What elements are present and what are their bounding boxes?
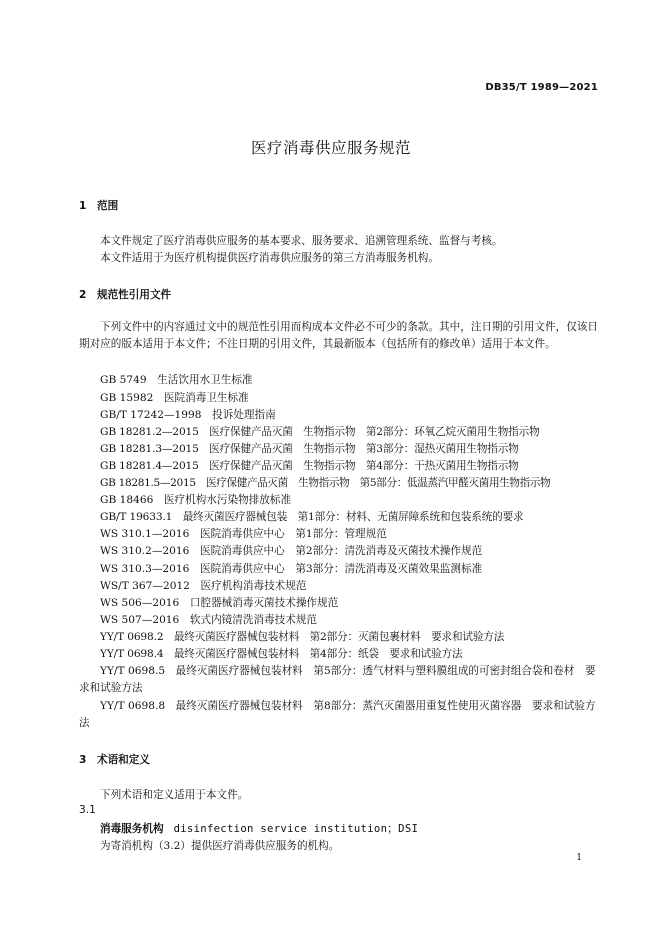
page-title: 医疗消毒供应服务规范 [250,139,411,157]
section-title: 规范性引用文件 [97,289,172,301]
section-number: 2 [79,289,87,301]
reference-item: WS 507—2016 软式内镜清洗消毒技术规范 [100,614,318,626]
reference-item: WS 310.1—2016 医院消毒供应中心 第1部分：管理规范 [100,528,387,540]
section-title: 范围 [97,200,119,212]
reference-item: GB 18281.4—2015 医疗保健产品灭菌 生物指示物 第4部分：干热灭菌用生物指示物 [100,460,519,472]
reference-item: WS 310.2—2016 医院消毒供应中心 第2部分：清洗消毒及灭菌技术操作规范 [100,545,483,557]
reference-item: WS 310.3—2016 医院消毒供应中心 第3部分：清洗消毒及灭菌效果监测标准 [100,563,483,575]
paragraph: 下列文件中的内容通过文中的规范性引用而构成本文件必不可少的条款。其中，注日期的引用文件，仅该日期对应的版本适用于本文件；不注日期的引用文件，其最新版本（包括所有的修改单）适用于本文件。 [79,321,598,350]
reference-item: GB 15982 医院消毒卫生标准 [100,392,249,404]
section-number: 1 [79,200,87,212]
term-chinese: 消毒服务机构 [100,823,164,835]
term-entry [100,821,418,836]
reference-item: GB 18281.3—2015 医疗保健产品灭菌 生物指示物 第3部分：湿热灭菌用生物指示物 [100,443,519,455]
reference-item: WS 506—2016 口腔器械消毒灭菌技术操作规范 [100,597,339,609]
section-2-heading [79,287,171,302]
reference-item: YY/T 0698.4 最终灭菌医疗器械包装材料 第4部分：纸袋 要求和试验方法 [100,648,463,660]
term-english: disinfection service institution；DSI [173,823,419,835]
section-number: 3 [79,754,87,766]
reference-item: GB 18281.5—2015 医疗保健产品灭菌 生物指示物 第5部分：低温蒸汽甲醛灭菌用生物指示物 [100,477,551,489]
reference-item: GB 18466 医疗机构水污染物排放标准 [100,494,292,506]
reference-item: WS/T 367—2012 医疗机构消毒技术规范 [100,580,307,592]
reference-item: YY/T 0698.5 最终灭菌医疗器械包装材料 第5部分：透气材料与塑料膜组成的可密封组合袋和卷材 要求和试验方法 [79,665,596,694]
subsection-number: 3.1 [79,804,96,816]
section-3-heading [79,752,150,767]
paragraph: 本文件适用于为医疗机构提供医疗消毒供应服务的第三方消毒服务机构。 [100,252,439,264]
term-definition: 为寄消机构（3.2）提供医疗消毒供应服务的机构。 [100,840,340,852]
section-1-heading [79,198,118,213]
page-number: 1 [576,853,582,863]
reference-item: GB 5749 生活饮用水卫生标准 [100,374,253,386]
reference-item: GB/T 17242—1998 投诉处理指南 [100,409,276,421]
paragraph: 本文件规定了医疗消毒供应服务的基本要求、服务要求、追溯管理系统、监督与考核。 [100,235,503,247]
reference-item: GB/T 19633.1 最终灭菌医疗器械包装 第1部分：材料、无菌屏障系统和包装系统的要求 [100,511,524,523]
reference-item: GB 18281.2—2015 医疗保健产品灭菌 生物指示物 第2部分：环氧乙烷灭菌用生物指示物 [100,426,540,438]
reference-item: YY/T 0698.2 最终灭菌医疗器械包装材料 第2部分：灭菌包裹材料 要求和试验方法 [100,631,505,643]
document-code: DB35/T 1989—2021 [485,82,598,93]
reference-item: YY/T 0698.8 最终灭菌医疗器械包装材料 第8部分：蒸汽灭菌器用重复性使用灭菌容器 要求和试验方法 [79,700,596,729]
section-title: 术语和定义 [97,754,150,766]
paragraph: 下列术语和定义适用于本文件。 [100,789,249,801]
